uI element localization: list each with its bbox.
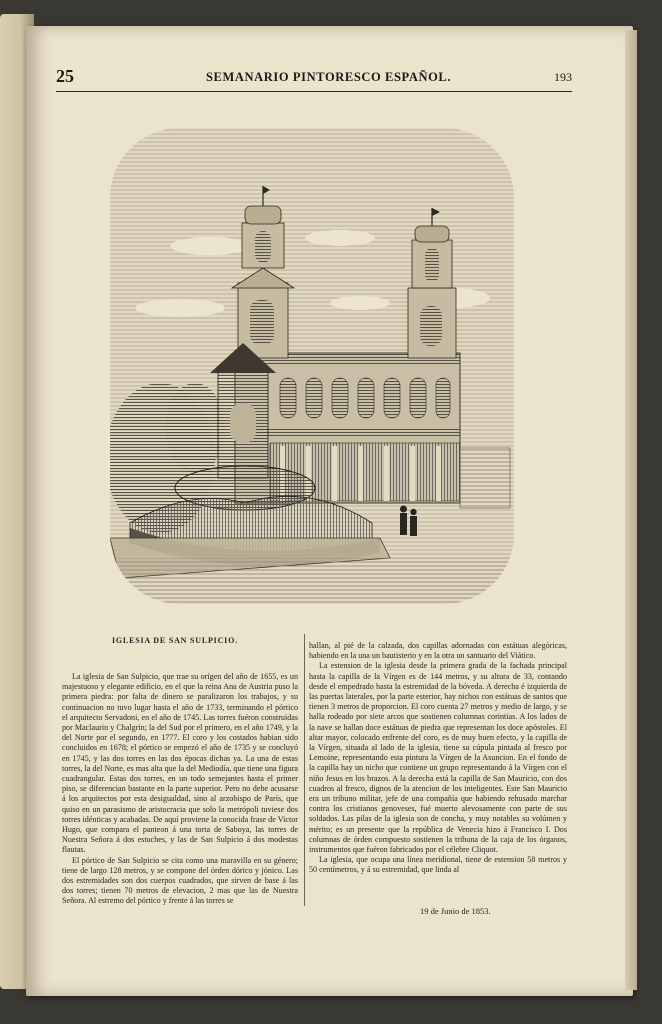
article-column-right	[309, 641, 567, 907]
header-rule	[56, 91, 572, 92]
issue-number: 25	[56, 66, 74, 86]
column-divider	[304, 634, 305, 906]
page-stack-edge	[625, 30, 637, 990]
journal-title: SEMANARIO PINTORESCO ESPAÑOL.	[206, 70, 452, 84]
page-number: 193	[554, 70, 572, 84]
paragraph: La estension de la iglesia desde la primera grada de la fachada principal hasta la capilla de la Vírgen es de 144 metros, y su altura de 33, contando desde el empedrado hasta la estremidad de la bóveda. A derecha é izquierda de las puertas laterales, por la parte esterior, hay nichos con estátuas de santos que tienen 3 metros de proporcion. El coro cuenta 27 metros y medio de largo, y se halla rodeado por siete arcos que sostienen columnas corintias. A los lados de la nave se hallan doce estátuas de piedra que representan los doce apóstoles. El altar mayor, colocado enfrente del coro, es de muy buen efecto, y la capilla de la Vírgen, situada al lado de la iglesia, tiene su cúpula pintada al fresco por Lemoine, representando esta pintura la Vírgen de la Asuncion. En el fondo de la capilla hay un nicho que contiene un grupo representando á la Vírgen con el niño Jesus en los brazos. A la derecha está la capilla de San Mauricio, con dos cuadros al fresco, dignos de la atencion de los inteligentes. Este San Mauricio era un tribuno militar, jefe de una compañía que habiendo rehusado marchar contra los cristianos genoveses, fué muerto alevosamente con parte de sus soldados. Las pilas de la iglesia son de concha, y muy notables su volúmen y mérito; es un presente que la república de Venecia hizo á Francisco I. Dos columnas de órden compuesto sostienen la tribuna de la caja de los órganos, instrumentos que fuéron fabricados por el célebre Cliquot.	[309, 661, 567, 855]
article-caption: IGLESIA DE SAN SULPICIO.	[112, 636, 238, 645]
paragraph: La iglesia de San Sulpicio, que trae su orígen del año de 1655, es un majestuoso y elegante edificio, en el que la reina Ana de Austria puso la primera piedra: por falta de dinero se paralizaron los trabajos, y su continuacion no tuvo lugar hasta el año de 1733, terminando el pórtico el arquitecto Servadoni, en el año de 1745. Las torres fuéron construidas por Maclaurin y Chalgrin; la del Sud por el primero, en el año 1749, y la del Norte por el segundo, en 1777. El coro y los costados habian sido concluidos en 1678; el pórtico se empezó el año de 1735 y se concluyó en 1745, y las dos torres en las dos épocas dichas ya. La una de estas torres, la del Norte, es mas alta que la del Mediodía, que tiene una figura cuadrangular. Estas dos torres, en un todo semejantes hasta el primer piso, se diferencian bastante en la parte superior. Pero no debe acusarse á los arquitectos por esta desigualdad, sino al arzobispo de París, que quiso en un parasismo de aristocracia que solo la metrópoli tuviese dos torres idénticas y acabadas. De aquí proviene la conocida frase de Victor Hugo, que compara el panteon á una torta de Saboya, las torres de Nuestra Señora á dos estuches, y las de San Sulpicio á dos modestas flautas.	[62, 672, 298, 855]
article-column-left	[62, 672, 298, 910]
date-line: 19 de Junio de 1853.	[420, 906, 491, 916]
paragraph: hallan, al pié de la calzada, dos capillas adornadas con estátuas alegóricas, habiendo en la una un bautisterio y en la otra un santuario del Viático.	[309, 641, 567, 661]
paragraph: El pórtico de San Sulpicio se cita como una maravilla en su género; tiene de largo 128 metros, y se compone del órden dórico y jónico. Las dos estremidades son dos cuerpos cuadrados, que sirven de base á las dos torres; tienen 70 metros de elevacion, 2 mas que las de Nuestra Señora. Al estremo del pórtico y frente á las torres se	[62, 855, 298, 906]
paragraph: La iglesia, que ocupa una línea meridional, tiene de estension 58 metros y 50 centímetros, y á su estremidad, que linda al	[309, 855, 567, 875]
church-engraving-icon	[110, 128, 514, 604]
page-header	[56, 66, 572, 92]
